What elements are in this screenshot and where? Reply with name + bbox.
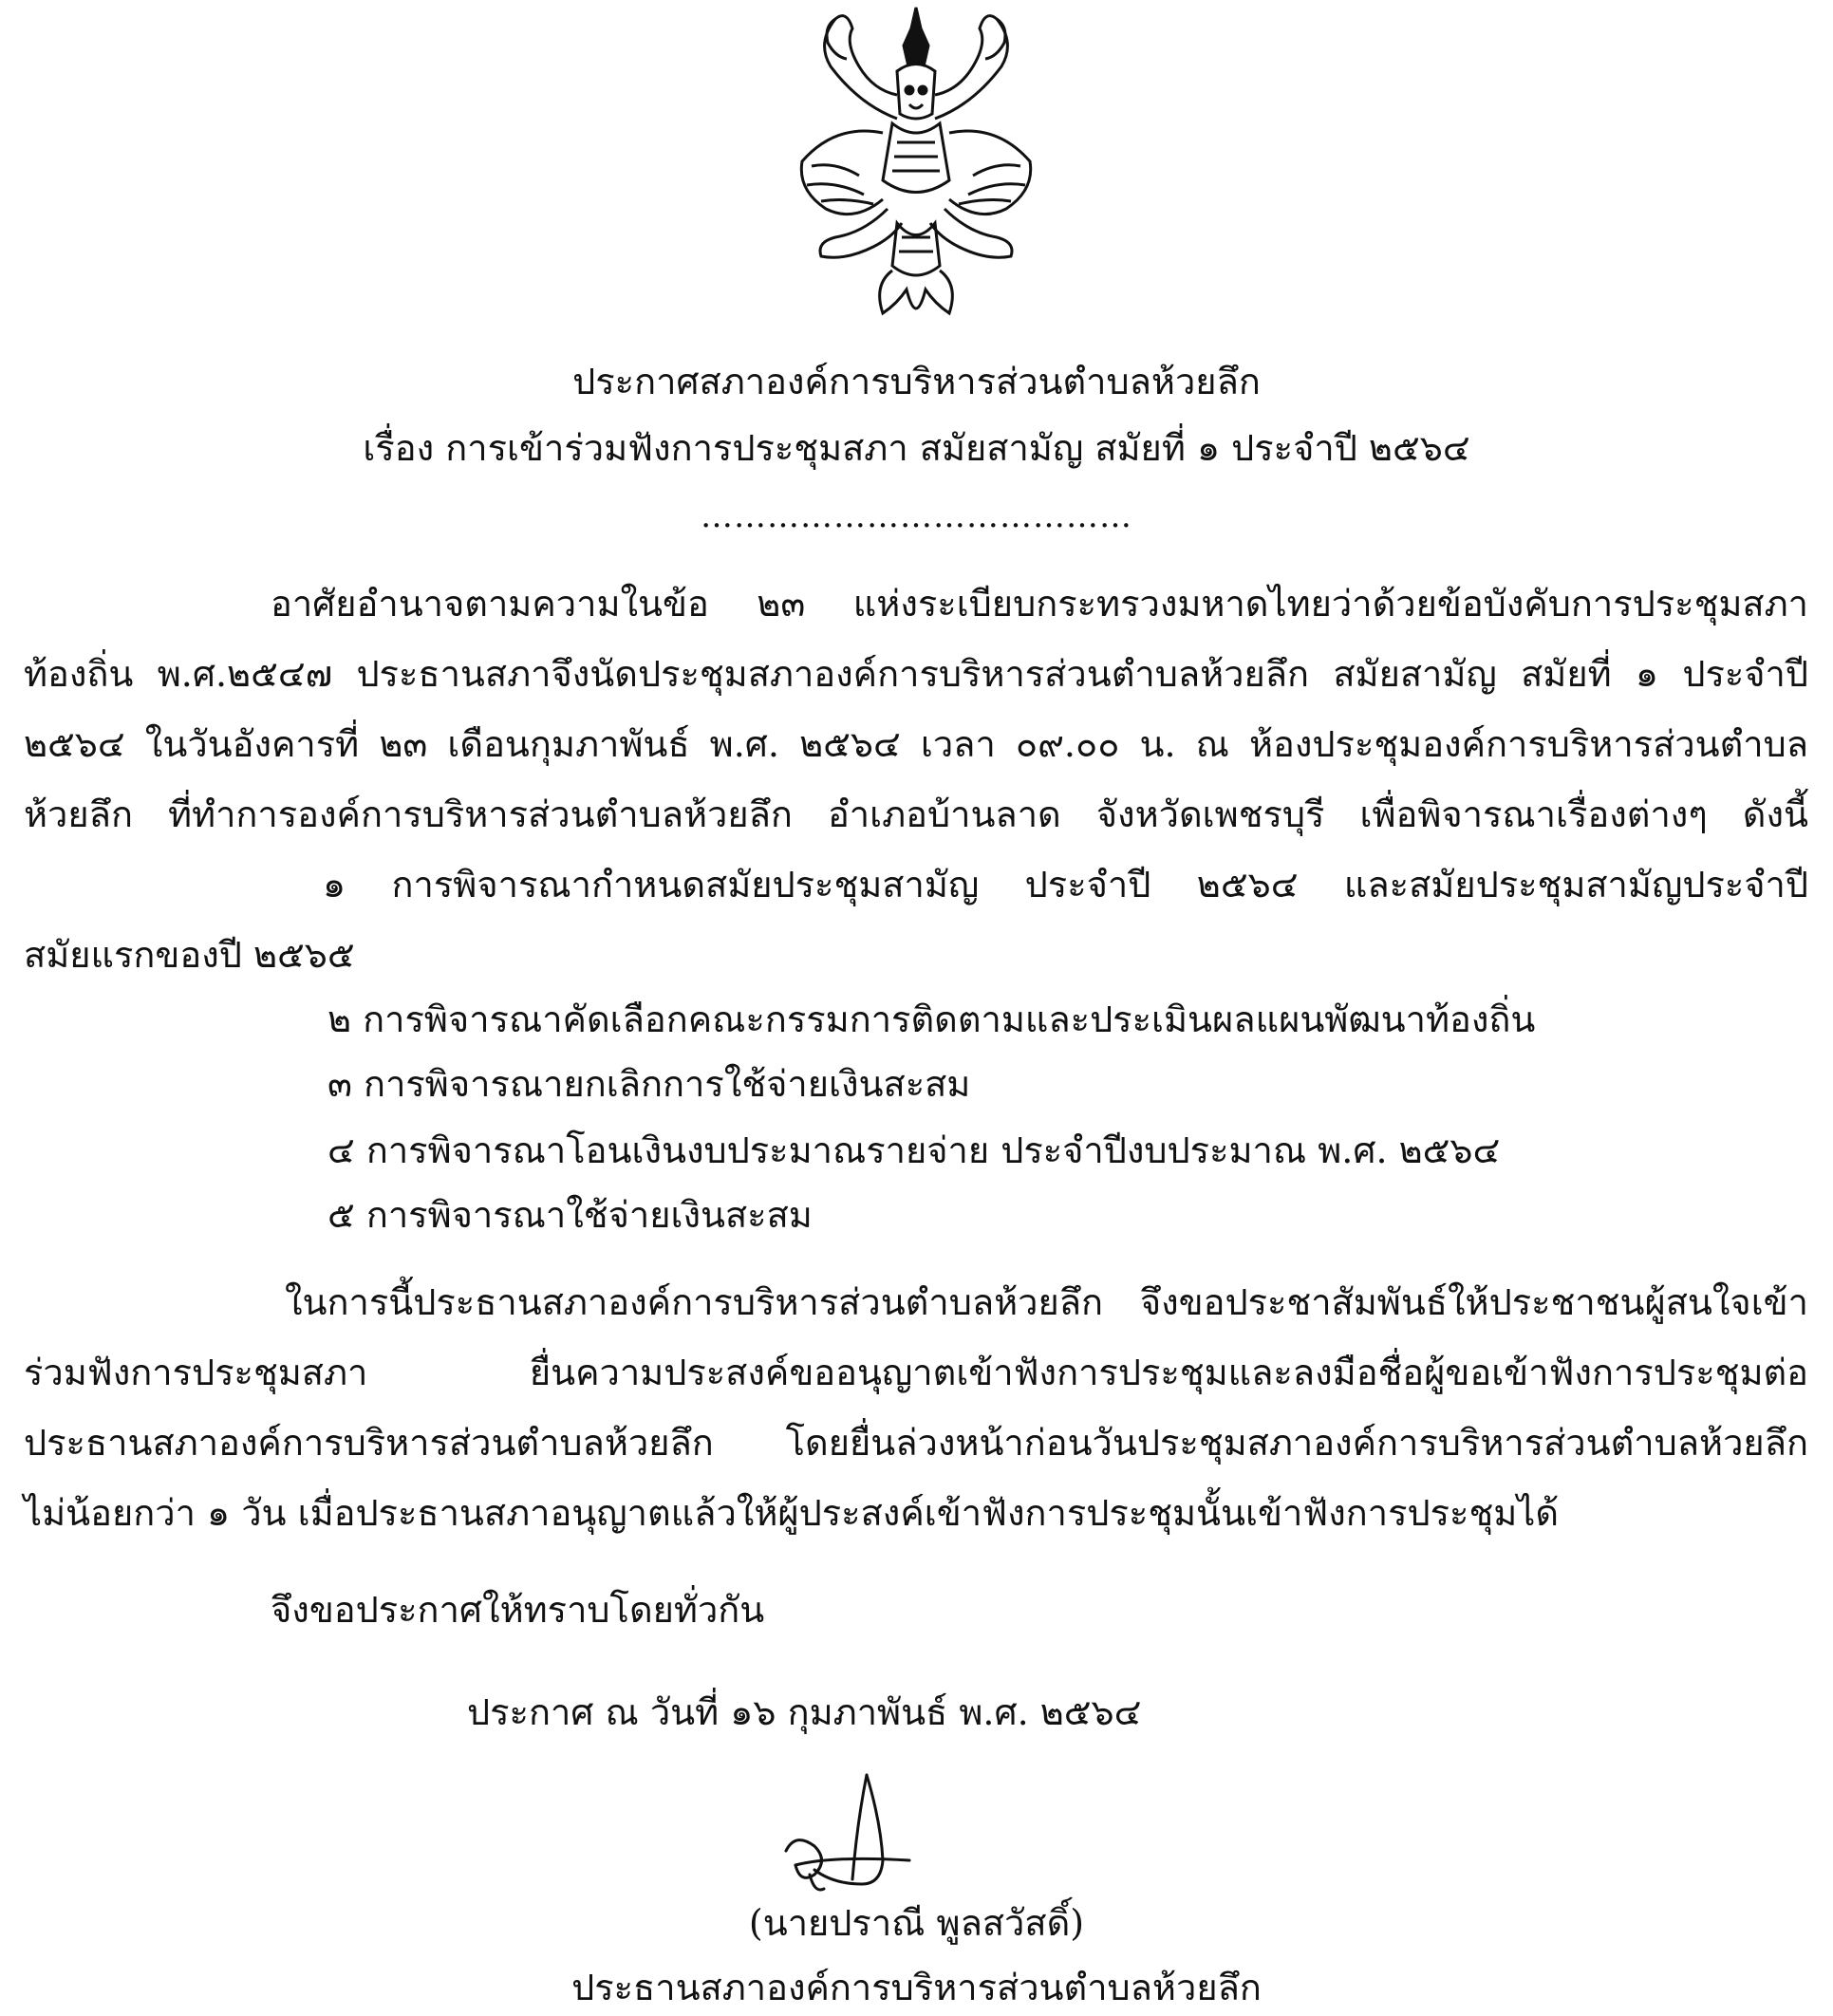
- paragraph1-line: ๒๕๖๔ ในวันอังคารที่ ๒๓ เดือนกุมภาพันธ์ พ.ศ. ๒๕๖๔ เวลา ๐๙.๐๐ น. ณ ห้องประชุมองค์การบริหารส่วนตำบล: [24, 723, 1808, 765]
- closing-statement: จึงขอประกาศให้ทราบโดยทั่วกัน: [271, 1589, 765, 1631]
- agenda-item-3: ๓ การพิจารณายกเลิกการใช้จ่ายเงินสะสม: [327, 1063, 971, 1105]
- signer-position: ประธานสภาองค์การบริหารส่วนตำบลห้วยลึก: [571, 1967, 1262, 2008]
- paragraph1-line: ห้วยลึก ที่ทำการองค์การบริหารส่วนตำบลห้วยลึก อำเภอบ้านลาด จังหวัดเพชรบุรี เพื่อพิจารณาเรื่องต่างๆ ดังนี้: [24, 793, 1808, 835]
- announcement-date: ประกาศ ณ วันที่ ๑๖ กุมภาพันธ์ พ.ศ. ๒๕๖๔: [467, 1691, 1142, 1733]
- agenda-item-5: ๕ การพิจารณาใช้จ่ายเงินสะสม: [327, 1194, 813, 1236]
- header-separator: …………………………………: [701, 497, 1132, 535]
- announcement-subject: เรื่อง การเข้าร่วมฟังการประชุมสภา สมัยสามัญ สมัยที่ ๑ ประจำปี ๒๕๖๔: [363, 427, 1470, 469]
- announcement-title: ประกาศสภาองค์การบริหารส่วนตำบลห้วยลึก: [572, 361, 1261, 402]
- paragraph2-line: ในการนี้ประธานสภาองค์การบริหารส่วนตำบลห้วยลึก จึงขอประชาสัมพันธ์ให้ประชาชนผู้สนใจเข้า: [285, 1281, 1808, 1323]
- garuda-emblem-icon: [778, 0, 1054, 337]
- paragraph2-line: ไม่น้อยกว่า ๑ วัน เมื่อประธานสภาอนุญาตแล้วให้ผู้ประสงค์เข้าฟังการประชุมนั้นเข้าฟังการประชุมได้: [24, 1492, 1560, 1534]
- paragraph1-line: อาศัยอำนาจตามความในข้อ ๒๓ แห่งระเบียบกระทรวงมหาดไทยว่าด้วยข้อบังคับการประชุมสภา: [271, 583, 1808, 625]
- paragraph2-line: ร่วมฟังการประชุมสภา ยื่นความประสงค์ขออนุญาตเข้าฟังการประชุมและลงมือชื่อผู้ขอเข้าฟังการประชุมต่อ: [24, 1352, 1808, 1393]
- agenda-item-1: ๑ การพิจารณากำหนดสมัยประชุมสามัญ ประจำปี ๒๕๖๔ และสมัยประชุมสามัญประจำปี: [323, 864, 1808, 905]
- signer-name: (นายปราณี พูลสวัสดิ์): [748, 1902, 1085, 1944]
- paragraph1-line: ท้องถิ่น พ.ศ.๒๕๔๗ ประธานสภาจึงนัดประชุมสภาองค์การบริหารส่วนตำบลห้วยลึก สมัยสามัญ สมัยที่ ๑ ประจำปี: [24, 653, 1808, 695]
- agenda-item-1-continued: สมัยแรกของปี ๒๕๖๕: [24, 934, 355, 976]
- agenda-item-2: ๒ การพิจารณาคัดเลือกคณะกรรมการติดตามและประเมินผลแผนพัฒนาท้องถิ่น: [327, 999, 1536, 1040]
- paragraph2-line: ประธานสภาองค์การบริหารส่วนตำบลห้วยลึก โดยยื่นล่วงหน้าก่อนวันประชุมสภาองค์การบริหารส่วนตำบลห้วยลึก: [24, 1422, 1808, 1464]
- handwritten-signature-icon: [776, 1765, 947, 1908]
- agenda-item-4: ๔ การพิจารณาโอนเงินงบประมาณรายจ่าย ประจำปีงบประมาณ พ.ศ. ๒๕๖๔: [327, 1129, 1501, 1171]
